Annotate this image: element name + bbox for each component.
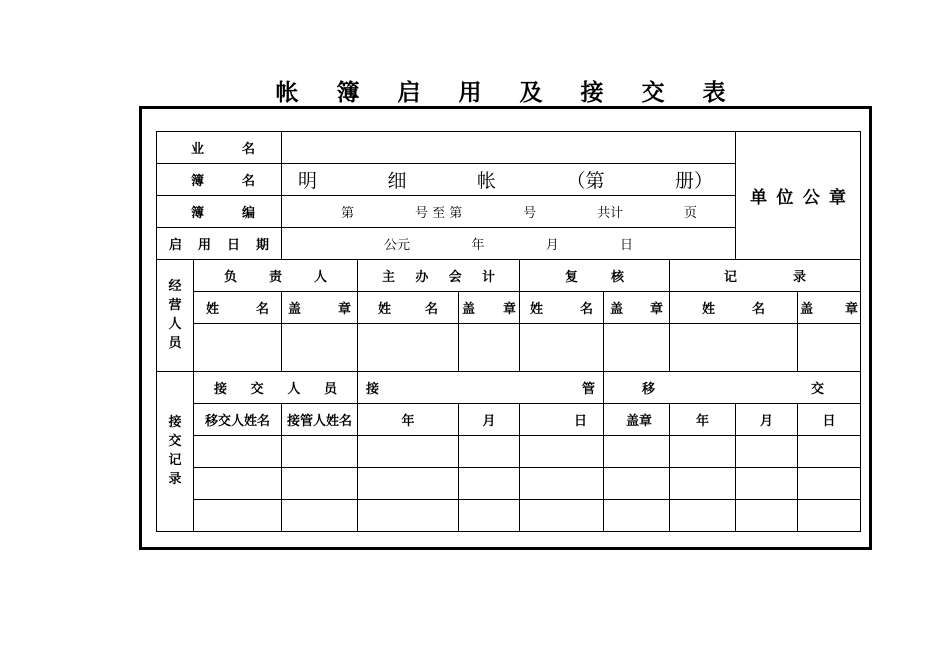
entry-cell[interactable] <box>358 499 459 531</box>
recorder-seal-header: 盖 章 <box>798 292 861 324</box>
accountant-name-cell[interactable] <box>358 324 459 371</box>
entry-cell[interactable] <box>282 499 358 531</box>
entry-cell[interactable] <box>736 467 798 499</box>
handover-receive-header: 接 管 <box>358 371 604 403</box>
accountant-seal-header: 盖 章 <box>459 292 520 324</box>
entry-cell[interactable] <box>358 467 459 499</box>
entry-cell[interactable] <box>604 499 670 531</box>
row-staff-subheader <box>157 292 861 324</box>
entry-cell[interactable] <box>194 499 282 531</box>
handover-entry-row <box>157 435 861 467</box>
entry-cell[interactable] <box>670 435 736 467</box>
recorder-name-cell[interactable] <box>670 324 798 371</box>
entry-cell[interactable] <box>604 467 670 499</box>
entry-cell[interactable] <box>736 435 798 467</box>
ledger-form <box>156 131 861 532</box>
role-director: 负 责 人 <box>194 260 358 292</box>
entry-cell[interactable] <box>520 499 604 531</box>
entry-cell[interactable] <box>670 499 736 531</box>
label-book-number: 簿 编 <box>157 196 282 228</box>
entry-cell[interactable] <box>798 499 861 531</box>
receive-seal-header: 盖 章 <box>604 403 670 435</box>
entry-cell[interactable] <box>282 467 358 499</box>
entry-cell[interactable] <box>459 467 520 499</box>
reviewer-seal-cell[interactable] <box>604 324 670 371</box>
business-name-field[interactable] <box>282 132 736 164</box>
entry-cell[interactable] <box>798 467 861 499</box>
receive-month-header: 月 <box>459 403 520 435</box>
staff-side-label: 经 营 人 员 <box>157 260 194 371</box>
accountant-seal-cell[interactable] <box>459 324 520 371</box>
director-seal-header: 盖 章 <box>282 292 358 324</box>
row-staff-roles <box>157 260 861 292</box>
entry-cell[interactable] <box>459 435 520 467</box>
receive-day-header: 日 <box>520 403 604 435</box>
accountant-name-header: 姓 名 <box>358 292 459 324</box>
transfer-year-header: 年 <box>670 403 736 435</box>
label-book-name: 簿 名 <box>157 164 282 196</box>
reviewer-seal-header: 盖 章 <box>604 292 670 324</box>
reviewer-name-header: 姓 名 <box>520 292 604 324</box>
label-start-date: 启 用 日 期 <box>157 228 282 260</box>
reviewer-name-cell[interactable] <box>520 324 604 371</box>
handover-side-label: 接 交 记 录 <box>157 371 194 531</box>
book-name-field[interactable]: 明 细 帐 （第 册） <box>282 164 736 196</box>
handover-entry-row <box>157 467 861 499</box>
start-date-field[interactable]: 公元 年 月 日 <box>282 228 736 260</box>
entry-cell[interactable] <box>194 467 282 499</box>
handover-entry-row <box>157 499 861 531</box>
role-reviewer: 复 核 <box>520 260 670 292</box>
taker-name-header: 接管人姓名 <box>282 403 358 435</box>
handover-persons-header: 接 交 人 员 <box>194 371 358 403</box>
form-title: 帐 簿 启 用 及 接 交 表 <box>275 79 741 106</box>
receive-year-header: 年 <box>358 403 459 435</box>
entry-cell[interactable] <box>358 435 459 467</box>
role-accountant: 主 办 会 计 <box>358 260 520 292</box>
entry-cell[interactable] <box>520 467 604 499</box>
entry-cell[interactable] <box>736 499 798 531</box>
entry-cell[interactable] <box>520 435 604 467</box>
entry-cell[interactable] <box>459 499 520 531</box>
recorder-seal-cell[interactable] <box>798 324 861 371</box>
transfer-month-header: 月 <box>736 403 798 435</box>
book-number-field[interactable]: 第 号 至 第 号 共计 页 <box>282 196 736 228</box>
director-seal-cell[interactable] <box>282 324 358 371</box>
handover-transfer-header: 移 交 <box>604 371 861 403</box>
entry-cell[interactable] <box>604 435 670 467</box>
row-handover-columns <box>157 403 861 435</box>
entry-cell[interactable] <box>282 435 358 467</box>
label-business-name: 业 名 <box>157 132 282 164</box>
director-name-header: 姓 名 <box>194 292 282 324</box>
entry-cell[interactable] <box>670 467 736 499</box>
director-name-cell[interactable] <box>194 324 282 371</box>
transfer-day-header: 日 <box>798 403 861 435</box>
role-recorder: 记 录 <box>670 260 861 292</box>
row-business-name <box>157 132 861 164</box>
recorder-name-header: 姓 名 <box>670 292 798 324</box>
giver-name-header: 移交人姓名 <box>194 403 282 435</box>
row-handover-header <box>157 371 861 403</box>
row-staff-entry <box>157 324 861 371</box>
entry-cell[interactable] <box>194 435 282 467</box>
unit-seal-area: 单 位 公 章 <box>736 132 861 260</box>
entry-cell[interactable] <box>798 435 861 467</box>
